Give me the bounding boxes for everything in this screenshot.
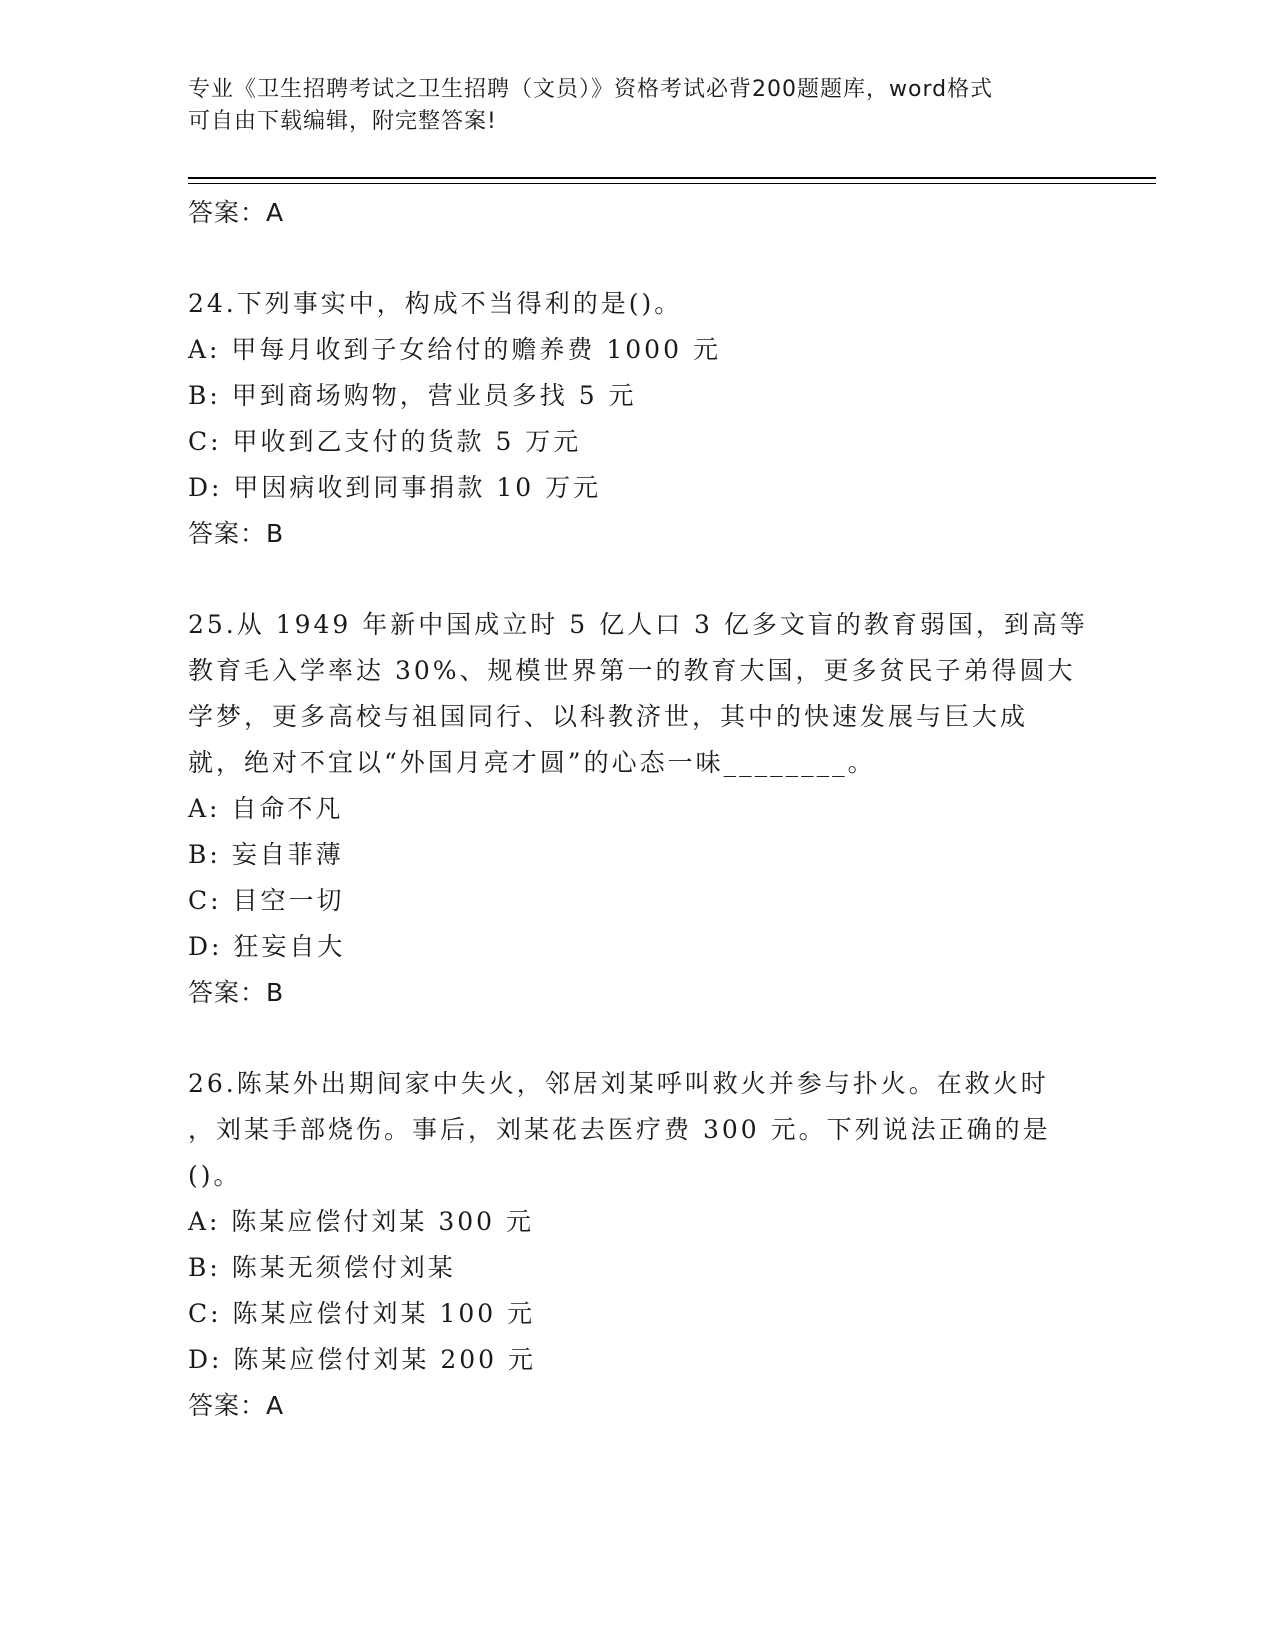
document-body (188, 190, 1108, 1429)
document-header (188, 74, 1088, 138)
header-line-1: 专业《卫生招聘考试之卫生招聘（文员）》资格考试必背200题题库，word格式 (188, 77, 994, 102)
question-stem (188, 281, 1108, 327)
stem-line: 就，绝对不宜以“外国月亮才圆”的心态一味________。 (188, 748, 876, 777)
answer: 答案：B (188, 519, 285, 548)
stem-line: ()。 (188, 1161, 242, 1190)
stem-line: 24.下列事实中，构成不当得利的是()。 (188, 289, 683, 318)
stem-line: 教育毛入学率达 30%、规模世界第一的教育大国，更多贫民子弟得圆大 (188, 656, 1076, 685)
option-d: D: 狂妄自大 (188, 932, 346, 961)
option-d: D: 陈某应偿付刘某 200 元 (188, 1345, 537, 1374)
question-stem (188, 1061, 1108, 1199)
question-stem (188, 602, 1108, 786)
option-a: A: 甲每月收到子女给付的赡养费 1000 元 (188, 335, 721, 364)
question-25 (188, 602, 1108, 1016)
header-rule-thick (188, 177, 1156, 179)
question-24 (188, 281, 1108, 557)
option-b: B: 甲到商场购物，营业员多找 5 元 (188, 381, 637, 410)
option-c: C: 甲收到乙支付的货款 5 万元 (188, 427, 582, 456)
option-c: C: 目空一切 (188, 886, 345, 915)
option-a: A: 陈某应偿付刘某 300 元 (188, 1207, 535, 1236)
stem-line: ，刘某手部烧伤。事后，刘某花去医疗费 300 元。下列说法正确的是 (188, 1115, 1051, 1144)
question-26 (188, 1061, 1108, 1429)
stem-line: 26.陈某外出期间家中失火，邻居刘某呼叫救火并参与扑火。在救火时 (188, 1069, 1049, 1098)
header-line-2: 可自由下载编辑，附完整答案! (188, 109, 497, 134)
stem-line: 25.从 1949 年新中国成立时 5 亿人口 3 亿多文盲的教育弱国，到高等 (188, 610, 1088, 639)
header-rule-thin (188, 183, 1156, 184)
option-c: C: 陈某应偿付刘某 100 元 (188, 1299, 536, 1328)
option-b: B: 陈某无须偿付刘某 (188, 1253, 456, 1282)
answer: 答案：A (188, 1391, 285, 1420)
stem-line: 学梦，更多高校与祖国同行、以科教济世，其中的快速发展与巨大成 (188, 702, 1029, 731)
previous-answer: 答案：A (188, 198, 285, 227)
answer: 答案：B (188, 978, 285, 1007)
option-a: A: 自命不凡 (188, 794, 344, 823)
option-b: B: 妄自菲薄 (188, 840, 344, 869)
option-d: D: 甲因病收到同事捐款 10 万元 (188, 473, 602, 502)
